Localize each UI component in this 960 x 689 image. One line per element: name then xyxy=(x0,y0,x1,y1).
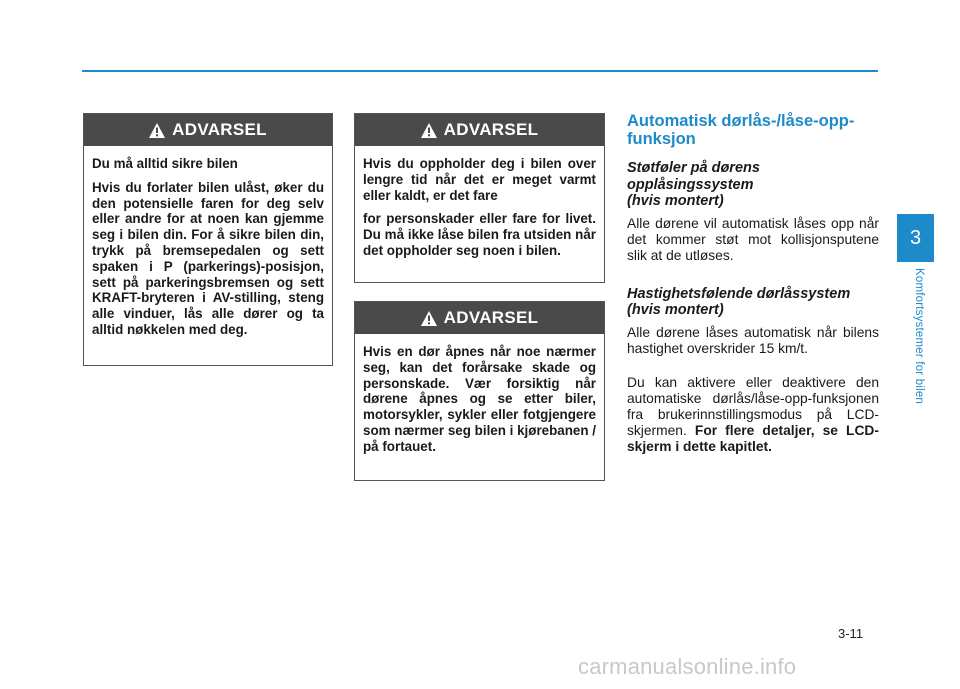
warning-paragraph: Hvis en dør åpnes når noe nærmer seg, kan det forårsake skade og personskade. Vær forsiktig når dørene åpnes og se etter biler, motorsykler, sykler eller fotgjengere som nærmer seg bilen i kjørebanen / på fortauet. xyxy=(363,344,596,454)
warning-triangle-icon xyxy=(421,123,437,138)
warning-box-occupants xyxy=(354,113,605,283)
subsection-text-impact-sensor: Alle dørene vil automatisk låses opp når det kommer støt mot kollisjonsputene slik at de utløses. xyxy=(627,215,879,263)
warning-heading: ADVARSEL xyxy=(443,308,539,327)
warning-header xyxy=(84,114,332,146)
warning-paragraph: for personskader eller fare for livet. Du må ikke låse bilen fra utsiden når det oppholder seg noen i bilen. xyxy=(363,211,596,258)
subsection-text-speed-lock: Alle dørene låses automatisk når bilens hastighet overskrider 15 km/t. xyxy=(627,324,879,356)
warning-paragraph: Hvis du forlater bilen ulåst, øker du den potensielle faren for deg selv eller andre for at noen kan gjemme seg i bilen din. For å sikre bilen din, trykk på bremsepedalen og sett spaken i P (parkerings)-posisjon, sett på parkeringsbremsen og sett KRAFT-bryteren i AV-stilling, steng alle vinduer, lås alle dører og ta alltid nøkkelen med deg. xyxy=(92,179,324,337)
warning-body xyxy=(355,334,604,463)
warning-body xyxy=(84,146,332,346)
warning-header xyxy=(355,114,604,146)
chapter-label: Komfortsystemer for bilen xyxy=(913,268,925,405)
warning-paragraph: Hvis du oppholder deg i bilen over lengre tid når det er meget varmt eller kaldt, er det fare xyxy=(363,156,596,203)
subsection-title-speed-lock: Hastighetsfølende dørlåssystem (hvis montert) xyxy=(627,285,851,318)
warning-heading: ADVARSEL xyxy=(443,120,539,139)
page-number: 3-11 xyxy=(838,626,864,641)
activation-text: Du kan aktivere eller deaktivere den automatiske dørlås/låse-opp-funksjonen fra brukerinnstillingsmodus på LCD-skjermen. xyxy=(627,374,879,438)
activation-reference: For flere detaljer, se LCD-skjerm i dette kapitlet. xyxy=(627,422,879,454)
warning-box-secure-car xyxy=(83,113,333,366)
warning-triangle-icon xyxy=(149,123,165,138)
warning-box-door-opening xyxy=(354,301,605,481)
section-automatic-door-lock xyxy=(627,112,879,469)
header-rule xyxy=(82,70,878,72)
warning-header xyxy=(355,302,604,334)
section-title: Automatisk dørlås-/låse-opp-funksjon xyxy=(627,112,855,148)
warning-triangle-icon xyxy=(421,311,437,326)
warning-heading: ADVARSEL xyxy=(172,120,267,139)
warning-body xyxy=(355,146,604,267)
chapter-number-tab: 3 xyxy=(897,214,934,262)
watermark: carmanualsonline.info xyxy=(578,654,797,679)
warning-paragraph: Du må alltid sikre bilen xyxy=(92,156,238,171)
subsection-title-impact-sensor: Støtføler på dørens opplåsingssystem (hvis montert) xyxy=(627,160,760,209)
subsection-text-activation xyxy=(627,375,879,455)
